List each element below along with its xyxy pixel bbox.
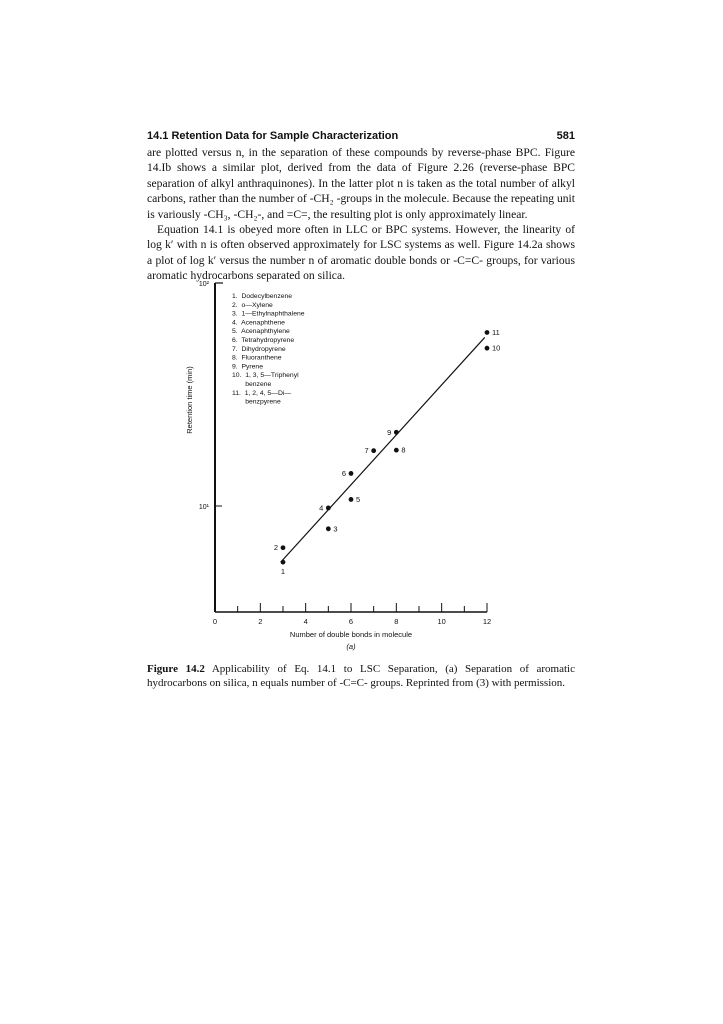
legend-entry: 2. o—Xylene <box>232 301 273 309</box>
data-point <box>349 471 354 476</box>
point-label: 9 <box>387 427 392 437</box>
point-label: 11 <box>492 327 500 337</box>
figure-subtitle: (a) <box>346 642 356 651</box>
x-tick-label: 12 <box>482 617 492 626</box>
y-tick-label: 10¹ <box>198 504 209 511</box>
x-tick-label: 6 <box>348 617 354 626</box>
legend-entry: 3. 1—Ethylnaphthalene <box>232 310 305 318</box>
x-axis-label: Number of double bonds in molecule <box>289 630 413 639</box>
data-point <box>281 560 286 565</box>
data-point <box>281 545 286 550</box>
x-tick-label: 8 <box>394 617 399 626</box>
x-tick-label: 0 <box>212 617 218 626</box>
legend-entry: 8. Fluoranthene <box>232 354 282 362</box>
data-point <box>326 526 331 531</box>
data-point <box>349 497 354 502</box>
data-point <box>485 330 490 335</box>
legend-entry: 4. Acenaphthene <box>232 319 285 327</box>
legend-entry: benzpyrene <box>232 398 281 406</box>
data-point <box>326 506 331 511</box>
y-axis-label: Retention time (min) <box>185 366 194 434</box>
paragraph: are plotted versus n, in the separation of these compounds by reverse-phase BPC. Figure 14.Ib shows a similar plot, derived from the data of Figure 2.26 (reverse-phase BPC separation of alkyl anthraquinones). In the latter plot n is taken as the total number of alkyl carbons, rather than the number of -CH₂ -groups in the molecule. Because the repeating unit is variously -CH₃, -CH₂-, and =C=, the resulting plot is only approximately linear. <box>147 146 575 221</box>
page-number: 581 <box>556 130 575 142</box>
data-point <box>371 448 376 453</box>
legend-entry: 9. Pyrene <box>232 363 263 371</box>
legend-entry: benzene <box>232 381 272 388</box>
legend-entry: 6. Tetrahydropyrene <box>232 337 295 344</box>
legend-entry: 5. Acenaphthylene <box>232 328 290 336</box>
data-point <box>394 430 399 435</box>
point-label: 3 <box>333 524 338 534</box>
x-tick-label: 4 <box>303 617 308 626</box>
point-label: 8 <box>401 445 406 455</box>
legend-entry: 1. Dodecylbenzene <box>232 293 293 300</box>
caption-text: Applicability of Eq. 14.1 to LSC Separation, (a) Separation of aromatic hydrocarbons on silica, n equals number of -C=C- groups. Reprinted from (3) with permission. <box>147 663 575 689</box>
point-label: 7 <box>364 446 369 456</box>
data-point <box>394 448 399 453</box>
point-label: 4 <box>319 503 324 513</box>
x-tick-label: 2 <box>258 617 263 626</box>
data-point <box>485 346 490 351</box>
legend-entry: 7. Dihydropyrene <box>232 345 286 353</box>
point-label: 10 <box>492 343 501 353</box>
point-label: 1 <box>280 567 286 577</box>
paragraph: Equation 14.1 is obeyed more often in LLC or BPC systems. However, the linearity of log k′ with n is often observed approximately for LSC systems as well. Figure 14.2a shows a plot of log k′ versus the number n of aromatic double bonds or -C=C- groups, for various aromatic hydrocarbons separated on silica. <box>147 223 575 283</box>
point-label: 6 <box>341 468 346 478</box>
legend-entry: 10. 1, 3, 5—Triphenyl <box>232 372 299 380</box>
section-title: 14.1 Retention Data for Sample Characterization <box>147 130 399 142</box>
x-tick-label: 10 <box>437 617 446 626</box>
y-tick-label: 10² <box>198 281 209 288</box>
regression-line <box>281 337 485 562</box>
point-label: 2 <box>273 543 278 553</box>
figure-caption <box>147 662 575 690</box>
legend-entry: 11. 1, 2, 4, 5—Di— <box>232 389 292 397</box>
point-label: 5 <box>356 494 361 504</box>
caption-label: Figure 14.2 <box>147 663 205 675</box>
